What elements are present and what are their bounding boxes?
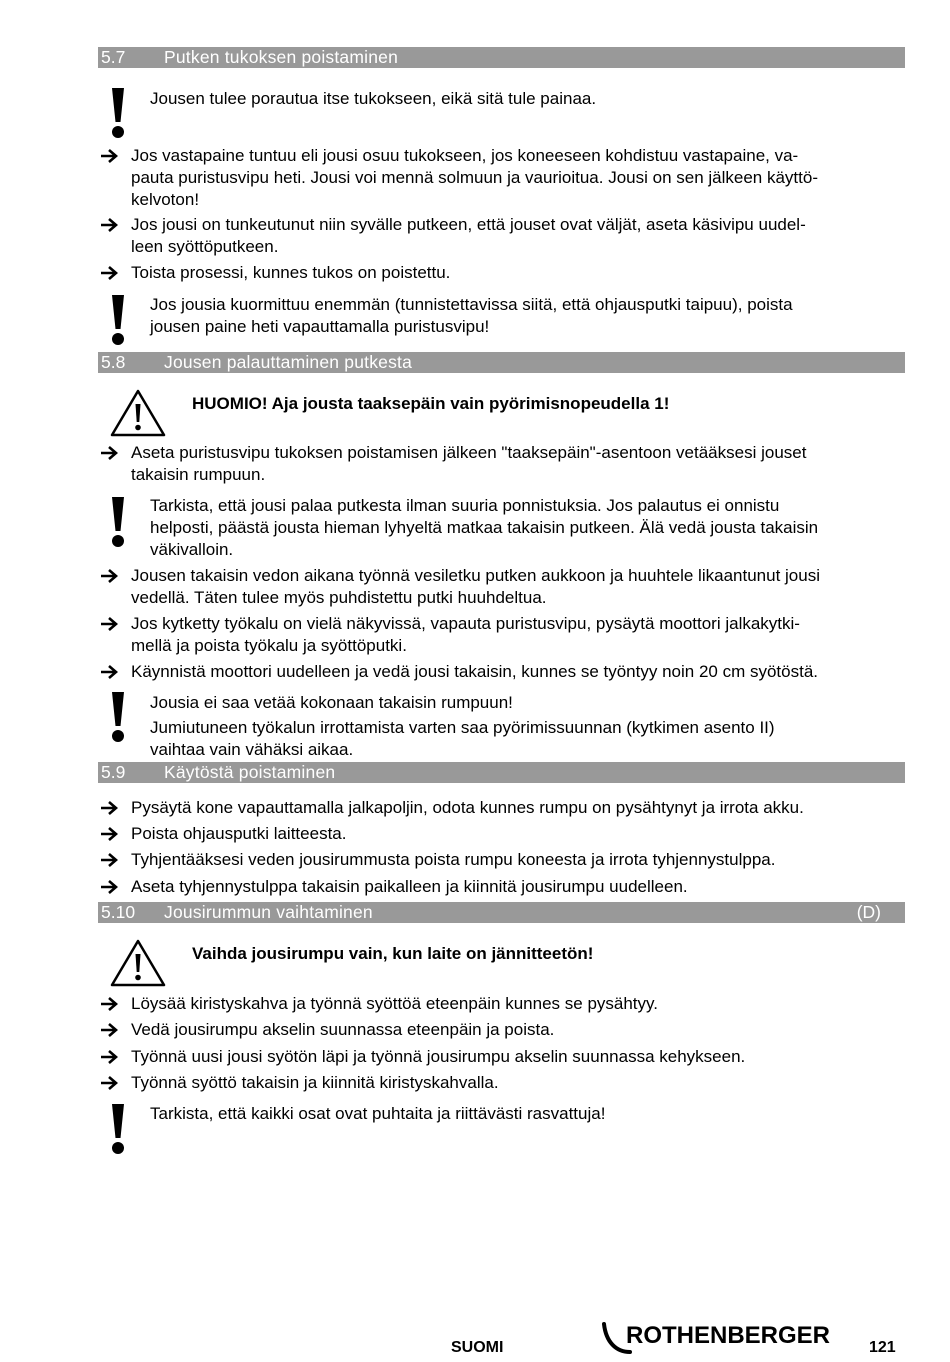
section-header-5-9 <box>98 762 905 783</box>
step-line: Aseta tyhjennystulppa takaisin paikalleen ja kiinnitä jousirumpu uudelleen. <box>131 877 688 896</box>
brand-name: ROTHENBERGER <box>626 1322 831 1349</box>
arrow-right-icon <box>100 797 120 819</box>
section-title: Jousen palauttaminen putkesta <box>164 352 413 372</box>
arrow-right-icon <box>100 442 120 464</box>
section-header-5-8 <box>98 352 905 373</box>
arrow-right-icon <box>100 145 120 167</box>
step-line: Jos kytketty työkalu on vielä näkyvissä, vapauta puristusvipu, pysäytä moottori jalkakytki- <box>131 614 800 633</box>
note-line: Tarkista, että kaikki osat ovat puhtaita ja riittävästi rasvattuja! <box>150 1104 606 1123</box>
footer-language: SUOMI <box>451 1339 504 1356</box>
warning-text: Vaihda jousirumpu vain, kun laite on jännitteetön! <box>192 944 594 963</box>
step-line: Jos jousi on tunkeutunut niin syvälle putkeen, että jouset ovat väljät, aseta käsivipu uudel- <box>131 215 806 234</box>
section-header-5-7 <box>98 47 905 68</box>
note-line: jousen paine heti vapauttamalla puristusvipu! <box>150 317 490 336</box>
step-line: Työnnä syöttö takaisin ja kiinnitä kiristyskahvalla. <box>131 1073 499 1092</box>
step-line: vedellä. Täten tulee myös puhdistettu putki huuhdeltua. <box>131 588 547 607</box>
note-line: Jousia ei saa vetää kokonaan takaisin rumpuun! <box>150 693 513 712</box>
step-line: Jousen takaisin vedon aikana työnnä vesiletku putken aukkoon ja huuhtele likaantunut jousi <box>131 566 820 585</box>
step-line: kelvoton! <box>131 190 200 209</box>
note-line: vaihtaa vain vähäksi aikaa. <box>150 740 354 759</box>
arrow-right-icon <box>100 849 120 871</box>
note-line: väkivalloin. <box>150 540 234 559</box>
section-title: Jousirummun vaihtaminen <box>164 902 373 922</box>
arrow-right-icon <box>100 1072 120 1094</box>
arrow-right-icon <box>100 613 120 635</box>
section-number: 5.8 <box>101 352 126 372</box>
step-line: pauta puristusvipu heti. Jousi voi mennä solmuun ja vaurioitua. Jousi on sen jälkeen käyttö- <box>131 168 818 187</box>
step-line: Pysäytä kone vapauttamalla jalkapoljin, odota kunnes rumpu on pysähtynyt ja irrota akku. <box>131 798 804 817</box>
exclamation-icon <box>108 495 128 549</box>
exclamation-icon <box>108 690 128 744</box>
arrow-right-icon <box>100 661 120 683</box>
warning-triangle-icon <box>109 388 167 438</box>
step-line: leen syöttöputkeen. <box>131 237 279 256</box>
step-line: mellä ja poista työkalu ja syöttöputki. <box>131 636 407 655</box>
step-line: takaisin rumpuun. <box>131 465 266 484</box>
step-line: Aseta puristusvipu tukoksen poistamisen jälkeen "taaksepäin"-asentoon vetääksesi jouset <box>131 443 807 462</box>
step-line: Jos vastapaine tuntuu eli jousi osuu tukokseen, jos koneeseen kohdistuu vastapaine, va- <box>131 146 799 165</box>
arrow-right-icon <box>100 1046 120 1068</box>
note-line: Jos jousia kuormittuu enemmän (tunnistettavissa siitä, että ohjausputki taipuu), poista <box>150 295 793 314</box>
section-title: Putken tukoksen poistaminen <box>164 47 399 67</box>
step-line: Tyhjentääksesi veden jousirummusta poista rumpu koneesta ja irrota tyhjennystulppa. <box>131 850 776 869</box>
step-line: Vedä jousirumpu akselin suunnassa eteenpäin ja poista. <box>131 1020 555 1039</box>
note-line: Jumiutuneen työkalun irrottamista varten saa pyörimissuunnan (kytkimen asento II) <box>150 718 775 737</box>
arrow-right-icon <box>100 993 120 1015</box>
page-number: 121 <box>869 1339 896 1356</box>
arrow-right-icon <box>100 565 120 587</box>
exclamation-icon <box>108 86 128 140</box>
arrow-right-icon <box>100 214 120 236</box>
step-line: Löysää kiristyskahva ja työnnä syöttöä eteenpäin kunnes se pysähtyy. <box>131 994 658 1013</box>
arrow-right-icon <box>100 876 120 898</box>
note-line: Jousen tulee porautua itse tukokseen, eikä sitä tule painaa. <box>150 89 597 108</box>
section-title: Käytöstä poistaminen <box>164 762 336 782</box>
section-number: 5.7 <box>101 47 126 67</box>
exclamation-icon <box>108 1102 128 1156</box>
section-tag: (D) <box>856 902 881 922</box>
note-line: Tarkista, että jousi palaa putkesta ilman suuria ponnistuksia. Jos palautus ei onnistu <box>150 496 780 515</box>
arrow-right-icon <box>100 823 120 845</box>
step-line: Toista prosessi, kunnes tukos on poistettu. <box>131 263 451 282</box>
step-line: Käynnistä moottori uudelleen ja vedä jousi takaisin, kunnes se työntyy noin 20 cm syötöstä. <box>131 662 818 681</box>
step-line: Työnnä uusi jousi syötön läpi ja työnnä jousirumpu akselin suunnassa kehykseen. <box>131 1047 746 1066</box>
warning-text: HUOMIO! Aja jousta taaksepäin vain pyörimisnopeudella 1! <box>192 394 670 413</box>
section-number: 5.10 <box>101 902 136 922</box>
arrow-right-icon <box>100 262 120 284</box>
step-line: Poista ohjausputki laitteesta. <box>131 824 347 843</box>
arrow-right-icon <box>100 1019 120 1041</box>
warning-triangle-icon <box>109 938 167 988</box>
note-line: helposti, päästä jousta hieman lyhyeltä matkaa takaisin putkeen. Älä vedä jousta takaisin <box>150 518 819 537</box>
section-number: 5.9 <box>101 762 126 782</box>
brand-logo <box>600 1318 850 1358</box>
exclamation-icon <box>108 293 128 347</box>
section-header-5-10 <box>98 902 905 923</box>
